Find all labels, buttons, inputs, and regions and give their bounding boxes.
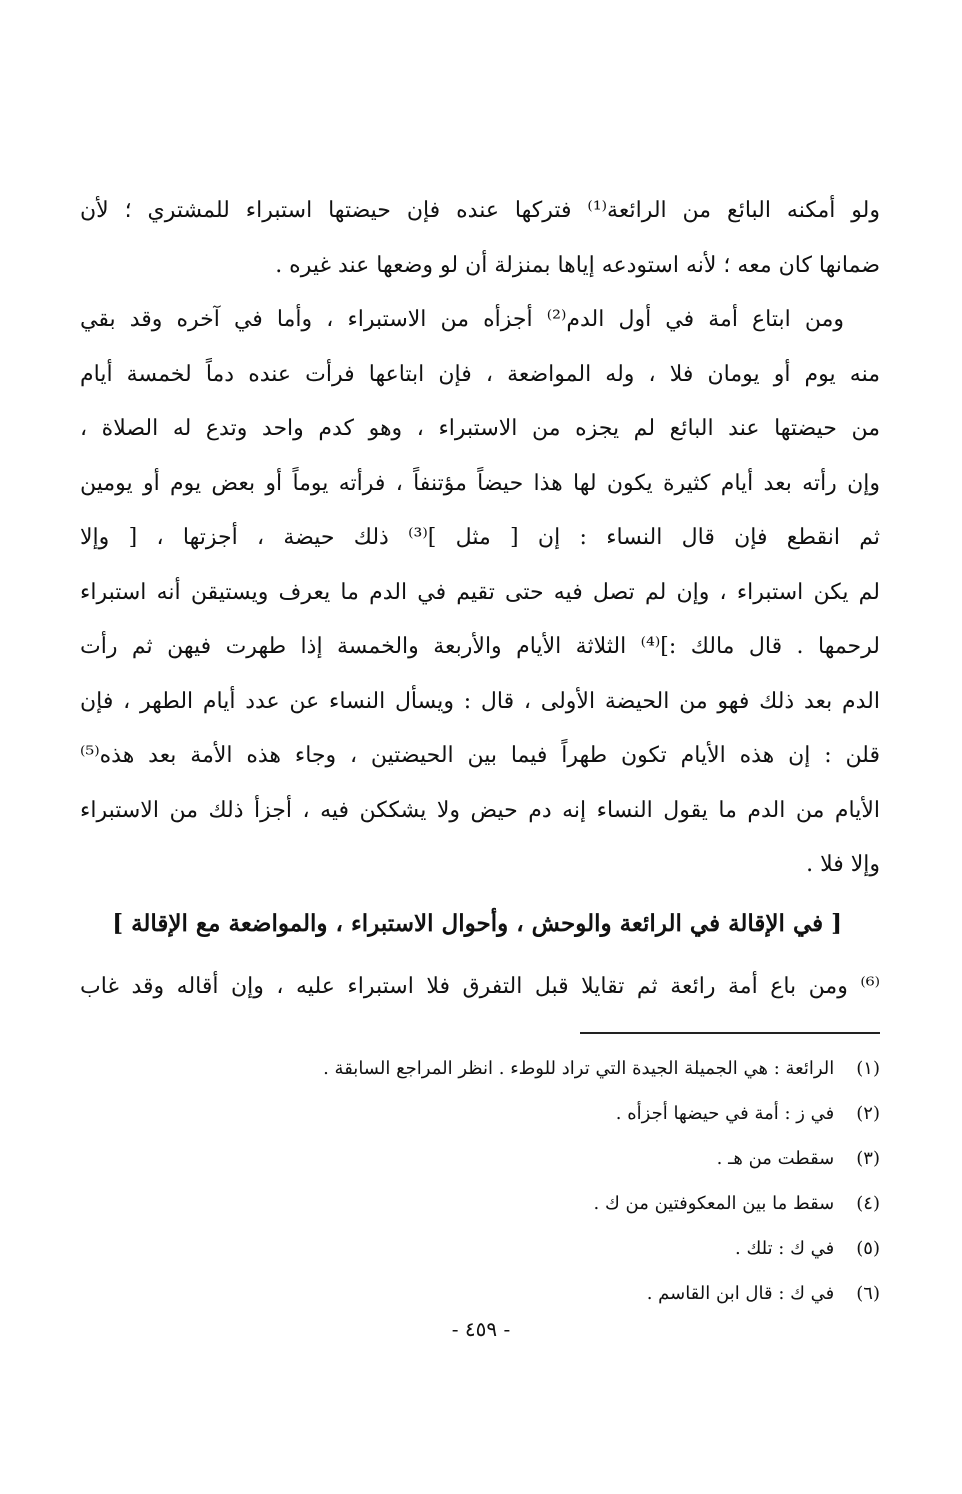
- section-heading: [ في الإقالة في الرائعة والوحش ، وأحوال الاستبراء ، والمواضعة مع الإقالة ]: [112, 910, 842, 937]
- text-line: ومن ابتاع أمة في أول الدم⁽²⁾ أجزأه من الاستبراء ، وأما في آخره وقد بقي: [80, 307, 844, 332]
- footnote-number: (١): [856, 1058, 880, 1079]
- text-line: لم يكن استبراء ، وإن لم تصل فيه حتى تقيم في الدم ما يعرف ويستيقن أنه استبراء: [80, 579, 880, 605]
- footnote-text: سقطت من هـ .: [716, 1148, 835, 1169]
- text-line: الأيام من الدم ما يقول النساء إنه دم حيض ولا يشككن فيه ، أجزأ ذلك من الاستبراء: [80, 797, 880, 823]
- footnote-separator: [580, 1032, 880, 1034]
- footnote-number: (٣): [856, 1148, 880, 1169]
- footnotes: [80, 1046, 880, 1316]
- text-line: وإلا فلا .: [806, 852, 880, 877]
- text-line: ضمانها كان معه ؛ لأنه استودعه إياها بمنزلة أن لو وضعها عند غيره .: [275, 252, 880, 278]
- text-line: الدم بعد ذلك فهو من الحيضة الأولى ، قال : ويسأل النساء عن عدد أيام الطهر ، فإن: [80, 688, 880, 714]
- footnote: [80, 1181, 880, 1226]
- page-number: - ٤٥٩ -: [451, 1317, 511, 1341]
- footnote: [80, 1091, 880, 1136]
- footnote-number: (٦): [856, 1283, 880, 1304]
- footnote: [80, 1271, 880, 1316]
- footnote: [80, 1046, 880, 1091]
- footnote-number: (٤): [856, 1193, 880, 1214]
- text-line: لرحمها . قال مالك :]⁽⁴⁾ الثلاثة الأيام والأربعة والخمسة إذا طهرت فيهن ثم رأت: [80, 634, 880, 659]
- text-line: وإن رأته بعد أيام كثيرة يكون لها هذا حيضاً مؤتنفاً ، فرأته يوماً أو بعض يوم أو يومين: [80, 470, 880, 496]
- footnote-text: في ك : قال ابن القاسم .: [646, 1283, 835, 1304]
- text-line: ثم انقطع فإن قال النساء : إن [ مثل ]⁽³⁾ ذلك حيضة ، أجزتها ، [ وإلا: [80, 525, 880, 550]
- text-line: ولو أمكنه البائع من الرائعة⁽¹⁾ فتركها عنده فإن حيضتها استبراء للمشتري ؛ لأن: [80, 198, 880, 223]
- footnote-text: سقط ما بين المعكوفتين من ك .: [593, 1193, 835, 1214]
- footnote-text: الرائعة : هي الجميلة الجيدة التي تراد للوطء . انظر المراجع السابقة .: [323, 1058, 835, 1079]
- text-line: قلن : إن هذه الأيام تكون طهراً فيما بين الحيضتين ، وجاء هذه الأمة بعد هذه⁽⁵⁾: [80, 743, 880, 768]
- footnote-number: (٥): [856, 1238, 880, 1259]
- text-line: منه يوم أو يومان فلا ، وله المواضعة ، فإن ابتاعها فرأت عنده دماً لخمسة أيام: [80, 361, 880, 387]
- main-text: [80, 184, 880, 893]
- footnote-text: في ز : أمة في حيضها أجزأه .: [615, 1103, 835, 1124]
- footnote: [80, 1226, 880, 1271]
- footnote-text: في ك : تلك .: [735, 1238, 835, 1259]
- text-line: ⁽⁶⁾ ومن باع أمة رائعة ثم تقايلا قبل التفرق فلا استبراء عليه ، وإن أقاله وقد غاب: [80, 974, 880, 999]
- footnote-number: (٢): [856, 1103, 880, 1124]
- footnote: [80, 1136, 880, 1181]
- text-line: من حيضتها عند البائع لم يجزه من الاستبراء ، وهو كدم واحد وتدع له الصلاة ،: [80, 416, 880, 441]
- paragraph-after-heading: [80, 960, 880, 1015]
